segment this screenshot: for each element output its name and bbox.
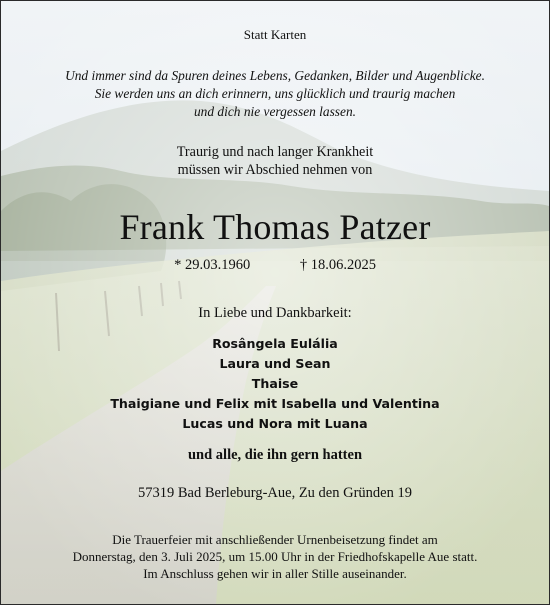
mourner-4: Thaigiane und Felix mit Isabella und Valentina <box>110 396 440 411</box>
mourner-1: Rosângela Eulália <box>212 336 338 351</box>
intro-line-2: müssen wir Abschied nehmen von <box>177 162 373 178</box>
life-dates <box>1 257 549 274</box>
header-text: Statt Karten <box>243 27 307 42</box>
verse-line-3: und dich nie vergessen lassen. <box>193 104 356 119</box>
notice-line-1: Die Trauerfeier mit anschließender Urnenbeisetzung findet am <box>112 532 438 547</box>
verse-line-1: Und immer sind da Spuren deines Lebens, Gedanken, Bilder und Augenblicke. <box>65 68 485 83</box>
verse-line-2: Sie werden uns an dich erinnern, uns glücklich und traurig machen <box>94 86 456 101</box>
birth-date: * 29.03.1960 <box>174 257 251 273</box>
deceased-name: Frank Thomas Patzer <box>119 207 431 247</box>
closing-text: und alle, die ihn gern hatten <box>187 447 363 463</box>
notice-line-3: Im Anschluss gehen wir in aller Stille auseinander. <box>143 566 407 581</box>
gratitude-text: In Liebe und Dankbarkeit: <box>198 305 352 321</box>
mourner-2: Laura und Sean <box>219 356 331 371</box>
notice-line-2: Donnerstag, den 3. Juli 2025, um 15.00 Uhr in der Friedhofskapelle Aue statt. <box>72 549 478 564</box>
death-date: † 18.06.2025 <box>299 257 376 273</box>
mourner-3: Thaise <box>251 376 299 391</box>
address-text: 57319 Bad Berleburg-Aue, Zu den Gründen 19 <box>138 485 412 501</box>
mourner-5: Lucas und Nora mit Luana <box>182 416 368 431</box>
obituary-text <box>1 1 549 604</box>
intro-line-1: Traurig und nach langer Krankheit <box>176 144 374 160</box>
